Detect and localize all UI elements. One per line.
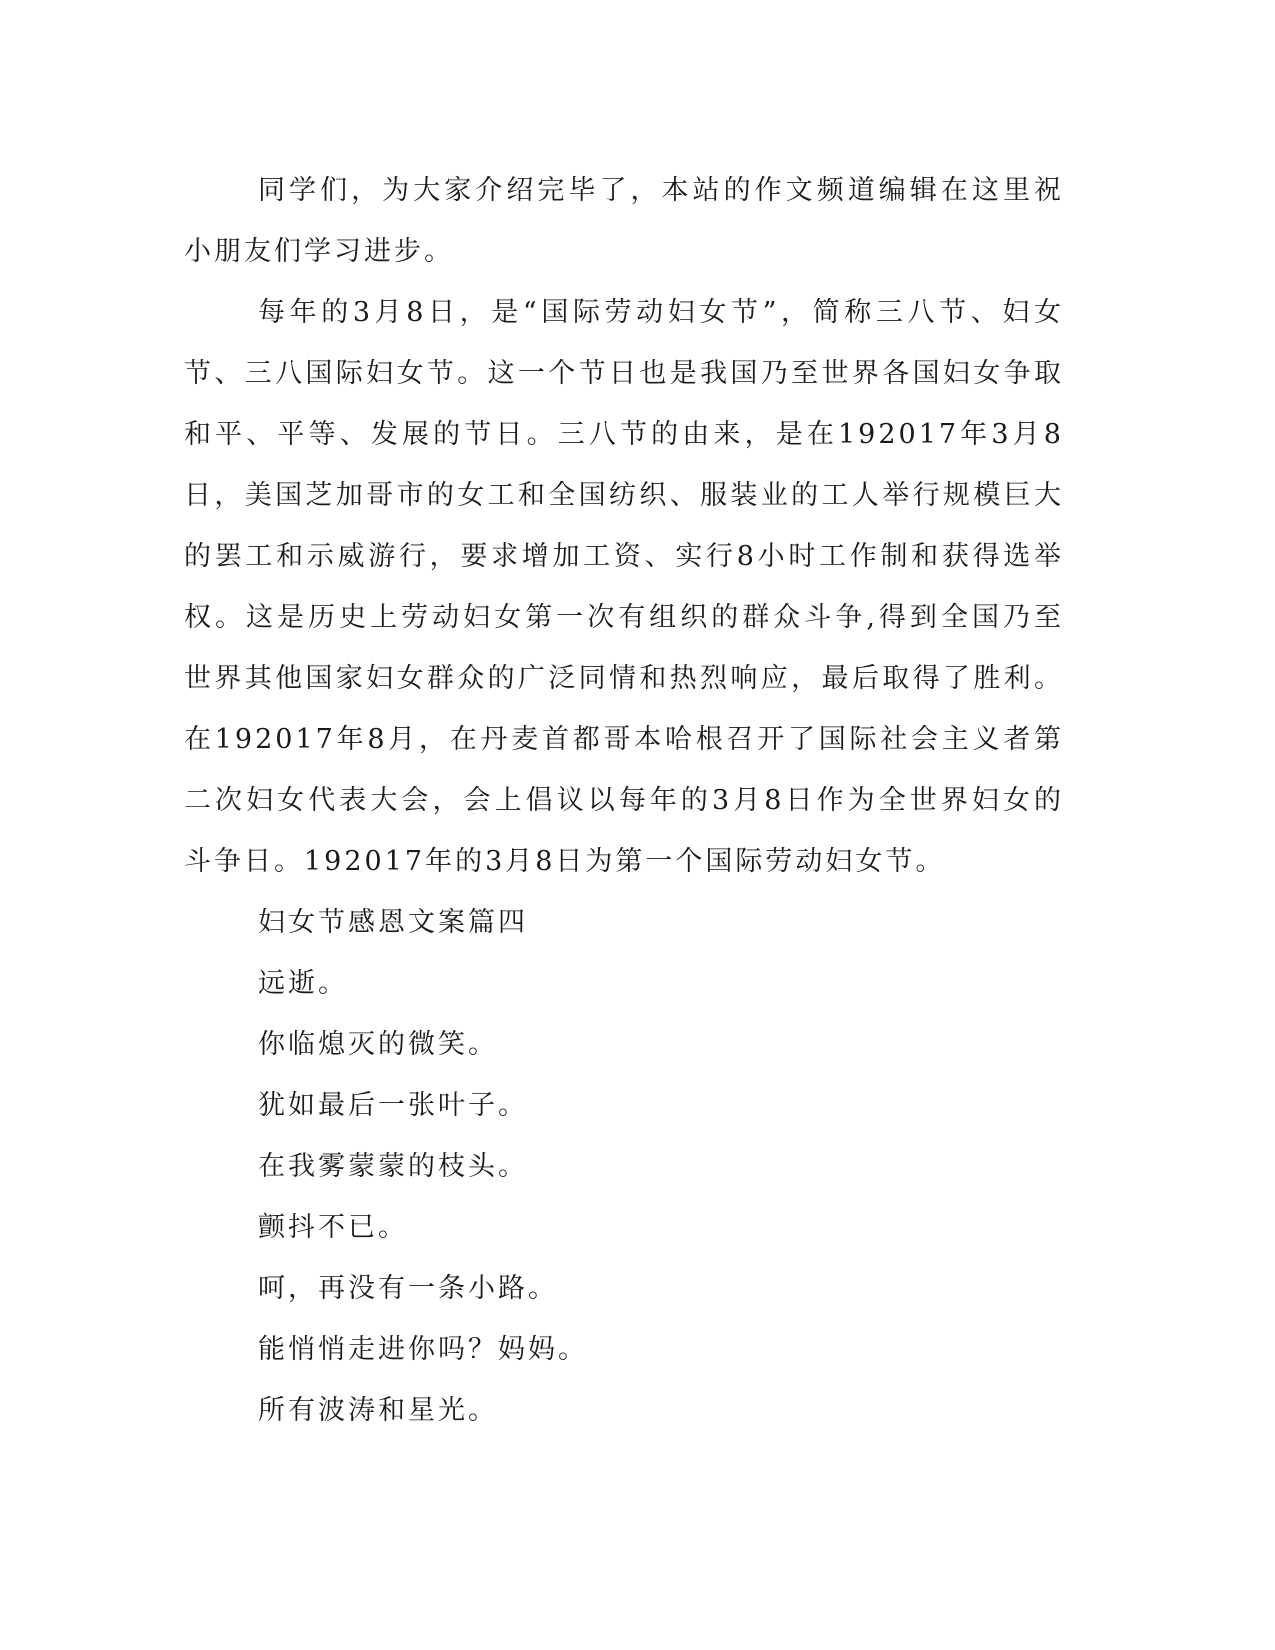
- section-title: 妇女节感恩文案篇四: [258, 907, 528, 938]
- poem-line: 呵，再没有一条小路。: [258, 1273, 558, 1304]
- poem-line: 颤抖不已。: [258, 1212, 408, 1243]
- poem-line: 在我雾蒙蒙的枝头。: [258, 1151, 528, 1182]
- document-body: [184, 160, 1064, 1441]
- poem-line: 所有波涛和星光。: [258, 1395, 498, 1426]
- poem-line: 犹如最后一张叶子。: [258, 1090, 528, 1121]
- paragraph-womens-day-origin: 每年的3月8日，是“国际劳动妇女节”，简称三八节、妇女节、三八国际妇女节。这一个节日也是我国乃至世界各国妇女争取和平、平等、发展的节日。三八节的由来，是在192017年3月8日，美国芝加哥市的女工和全国纺织、服装业的工人举行规模巨大的罢工和示威游行，要求增加工资、实行8小时工作制和获得选举权。这是历史上劳动妇女第一次有组织的群众斗争,得到全国乃至世界其他国家妇女群众的广泛同情和热烈响应，最后取得了胜利。在192017年8月，在丹麦首都哥本哈根召开了国际社会主义者第二次妇女代表大会，会上倡议以每年的3月8日作为全世界妇女的斗争日。192017年的3月8日为第一个国际劳动妇女节。: [184, 297, 1064, 877]
- poem-line: 你临熄灭的微笑。: [258, 1029, 498, 1060]
- poem-line: 能悄悄走进你吗？妈妈。: [258, 1334, 588, 1365]
- paragraph-closing: 同学们，为大家介绍完毕了，本站的作文频道编辑在这里祝小朋友们学习进步。: [184, 175, 1064, 267]
- poem-line: 远逝。: [258, 968, 348, 999]
